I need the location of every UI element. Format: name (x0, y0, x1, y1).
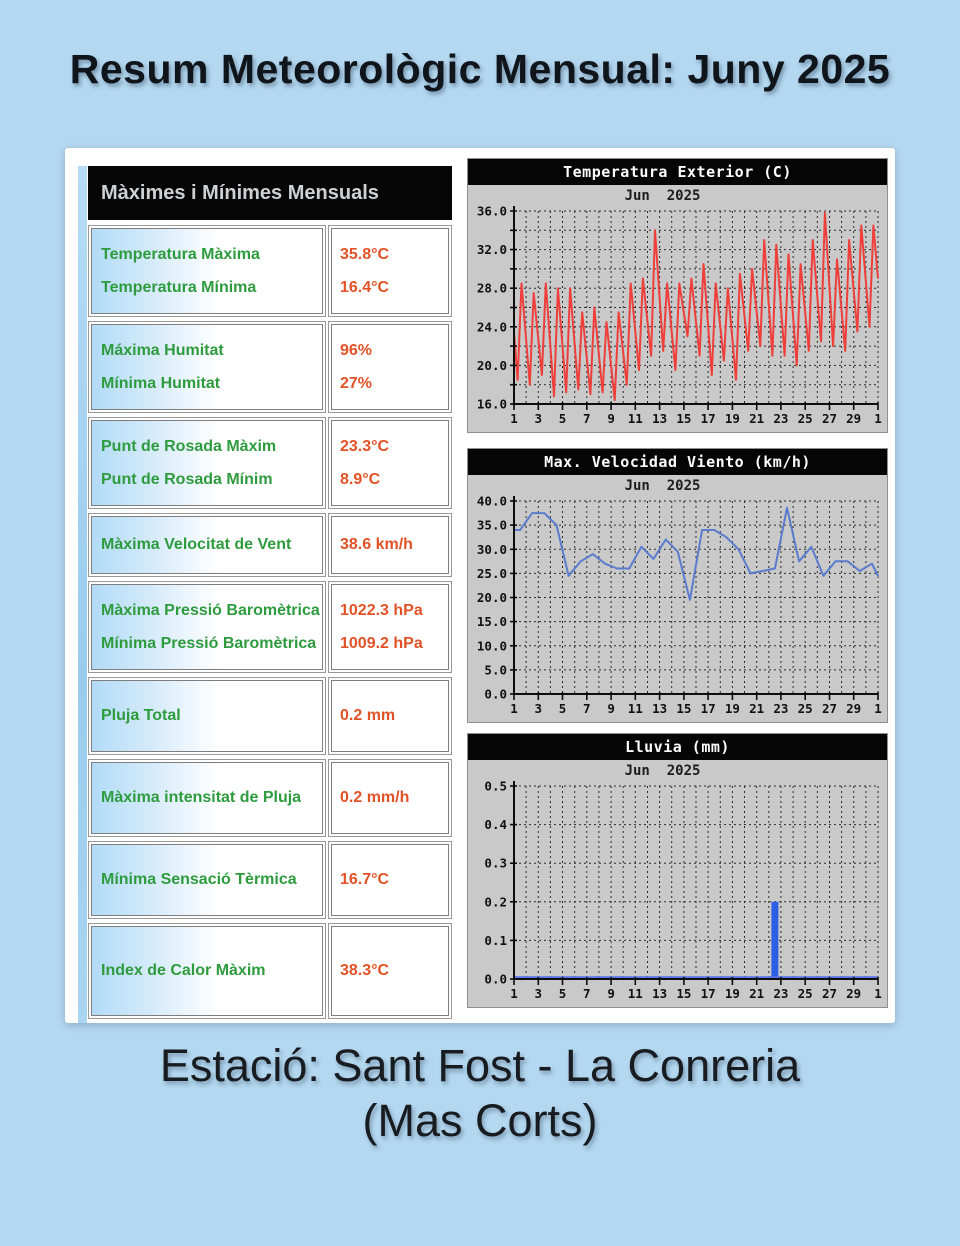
label-cell (91, 926, 323, 1016)
metric-label: Màxima Pressió Baromètrica (101, 601, 320, 619)
svg-text:10.0: 10.0 (476, 638, 507, 654)
metric-value: 0.2 mm/h (340, 789, 410, 806)
svg-text:0.1: 0.1 (484, 932, 507, 948)
svg-text:1: 1 (874, 411, 882, 426)
svg-text:32.0: 32.0 (476, 242, 507, 258)
svg-text:11: 11 (627, 986, 643, 1001)
metric-label: Màxima intensitat de Pluja (101, 789, 302, 806)
label-cell (91, 584, 323, 670)
metric-value: 35.8°C (340, 245, 390, 263)
svg-text:0.0: 0.0 (484, 686, 507, 702)
svg-text:21: 21 (749, 701, 765, 716)
svg-text:15.0: 15.0 (476, 614, 507, 630)
metric-label: Mínima Humitat (101, 374, 221, 392)
metric-label: Temperatura Mínima (101, 278, 257, 296)
station-name (0, 1039, 960, 1149)
svg-text:15: 15 (676, 986, 692, 1001)
svg-text:5.0: 5.0 (484, 662, 507, 678)
chart-wind-subtitle: Jun 2025 (624, 478, 701, 494)
svg-text:5: 5 (558, 701, 567, 716)
report-panel (65, 148, 895, 1023)
value-cell (331, 228, 449, 314)
chart-temperature-title: Temperatura Exterior (C) (468, 159, 887, 185)
svg-text:25.0: 25.0 (476, 565, 507, 581)
table-row-pressure (88, 581, 452, 673)
metric-value: 96% (340, 341, 373, 359)
rain-plot (468, 781, 887, 1007)
chart-wind-title: Max. Velocidad Viento (km/h) (468, 449, 887, 475)
label-cell (91, 762, 323, 834)
svg-text:29: 29 (846, 701, 862, 716)
svg-text:30.0: 30.0 (476, 541, 507, 557)
svg-text:21: 21 (749, 986, 765, 1001)
svg-text:27: 27 (821, 701, 838, 716)
metric-value: 38.6 km/h (340, 536, 413, 553)
svg-text:1: 1 (510, 411, 518, 426)
svg-text:7: 7 (583, 701, 591, 716)
metric-label: Màxima Velocitat de Vent (101, 536, 292, 553)
metric-label: Mínima Sensació Tèrmica (101, 871, 297, 888)
page-title: Resum Meteorològic Mensual: Juny 2025 (69, 46, 891, 92)
svg-text:3: 3 (534, 701, 543, 716)
table-row-wind (88, 513, 452, 577)
svg-text:24.0: 24.0 (476, 319, 507, 335)
svg-text:0.4: 0.4 (484, 817, 507, 833)
metric-value: 16.7°C (340, 871, 390, 888)
svg-text:0.0: 0.0 (484, 971, 507, 987)
label-cell (91, 324, 323, 410)
svg-text:27: 27 (821, 986, 838, 1001)
svg-text:17: 17 (700, 411, 716, 426)
svg-text:28.0: 28.0 (476, 280, 507, 296)
svg-text:40.0: 40.0 (476, 496, 507, 509)
svg-text:23: 23 (773, 701, 789, 716)
svg-text:29: 29 (846, 411, 862, 426)
table-row-temperature (88, 225, 452, 317)
station-name-line2: (Mas Corts) (362, 1094, 598, 1146)
summary-table-header: Màximes i Mínimes Mensuals (88, 166, 452, 220)
value-cell (331, 584, 449, 670)
metric-label: Máxima Humitat (101, 341, 224, 359)
label-cell (91, 228, 323, 314)
svg-text:29: 29 (846, 986, 862, 1001)
svg-text:9: 9 (607, 986, 615, 1001)
svg-text:3: 3 (534, 411, 543, 426)
chart-rain (467, 733, 888, 1008)
label-cell (91, 680, 323, 752)
metric-value: 1009.2 hPa (340, 634, 423, 652)
metric-value: 1022.3 hPa (340, 601, 423, 619)
svg-text:23: 23 (773, 986, 789, 1001)
svg-text:9: 9 (607, 411, 615, 426)
summary-table (88, 166, 452, 1023)
svg-text:7: 7 (583, 411, 591, 426)
svg-text:1: 1 (874, 986, 882, 1001)
value-cell (331, 844, 449, 916)
table-row-humidity (88, 321, 452, 413)
metric-label: Punt de Rosada Màxim (101, 437, 277, 455)
value-cell (331, 420, 449, 506)
metric-value: 38.3°C (340, 962, 390, 979)
svg-text:21: 21 (749, 411, 765, 426)
svg-text:9: 9 (607, 701, 615, 716)
label-cell (91, 844, 323, 916)
value-cell (331, 324, 449, 410)
svg-text:19: 19 (724, 701, 740, 716)
value-cell (331, 680, 449, 752)
svg-text:1: 1 (874, 701, 882, 716)
chart-wind (467, 448, 888, 723)
summary-table-column (78, 166, 452, 1023)
metric-label: Pluja Total (101, 707, 181, 724)
chart-rain-subtitle: Jun 2025 (624, 763, 701, 779)
svg-text:7: 7 (583, 986, 591, 1001)
table-row-heat-index (88, 923, 452, 1019)
svg-text:3: 3 (534, 986, 543, 1001)
label-cell (91, 516, 323, 574)
metric-label: Mínima Pressió Baromètrica (101, 634, 317, 652)
table-left-accent-strip (78, 166, 87, 1023)
metric-value: 23.3°C (340, 437, 390, 455)
svg-text:27: 27 (821, 411, 838, 426)
svg-text:0.2: 0.2 (484, 894, 507, 910)
station-name-line1: Estació: Sant Fost - La Conreria (159, 1040, 801, 1091)
svg-text:25: 25 (797, 986, 813, 1001)
svg-text:20.0: 20.0 (476, 590, 507, 605)
svg-text:13: 13 (652, 701, 668, 716)
charts-column (467, 158, 888, 1023)
table-row-windchill (88, 841, 452, 919)
chart-rain-title: Lluvia (mm) (468, 734, 887, 760)
svg-text:25: 25 (797, 701, 813, 716)
chart-temperature (467, 158, 888, 433)
value-cell (331, 762, 449, 834)
svg-text:17: 17 (700, 701, 716, 716)
metric-label: Index de Calor Màxim (101, 962, 266, 979)
svg-text:36.0: 36.0 (476, 206, 507, 219)
svg-text:25: 25 (797, 411, 813, 426)
metric-value: 16.4°C (340, 278, 390, 296)
svg-text:5: 5 (558, 986, 567, 1001)
svg-text:0.3: 0.3 (484, 855, 507, 871)
svg-text:23: 23 (773, 411, 789, 426)
svg-text:19: 19 (724, 411, 740, 426)
svg-text:15: 15 (676, 701, 692, 716)
metric-label: Temperatura Màxima (101, 245, 260, 263)
svg-text:16.0: 16.0 (476, 396, 507, 412)
svg-text:11: 11 (627, 701, 643, 716)
chart-temperature-subtitle: Jun 2025 (624, 188, 701, 204)
svg-text:13: 13 (652, 986, 668, 1001)
svg-text:1: 1 (510, 986, 518, 1001)
metric-value: 0.2 mm (340, 707, 396, 724)
table-row-rain-total (88, 677, 452, 755)
svg-text:17: 17 (700, 986, 716, 1001)
wind-plot (468, 496, 887, 722)
table-row-rain-rate (88, 759, 452, 837)
svg-text:1: 1 (510, 701, 518, 716)
svg-text:19: 19 (724, 986, 740, 1001)
table-row-dewpoint (88, 417, 452, 509)
svg-text:13: 13 (652, 411, 668, 426)
svg-text:35.0: 35.0 (476, 517, 507, 533)
metric-label: Punt de Rosada Mínim (101, 470, 273, 488)
value-cell (331, 926, 449, 1016)
svg-text:0.5: 0.5 (484, 781, 507, 794)
svg-text:15: 15 (676, 411, 692, 426)
svg-text:11: 11 (627, 411, 643, 426)
value-cell (331, 516, 449, 574)
temperature-plot (468, 206, 887, 432)
svg-text:20.0: 20.0 (476, 357, 507, 373)
label-cell (91, 420, 323, 506)
svg-text:5: 5 (558, 411, 567, 426)
metric-value: 27% (340, 374, 373, 392)
metric-value: 8.9°C (340, 470, 381, 488)
